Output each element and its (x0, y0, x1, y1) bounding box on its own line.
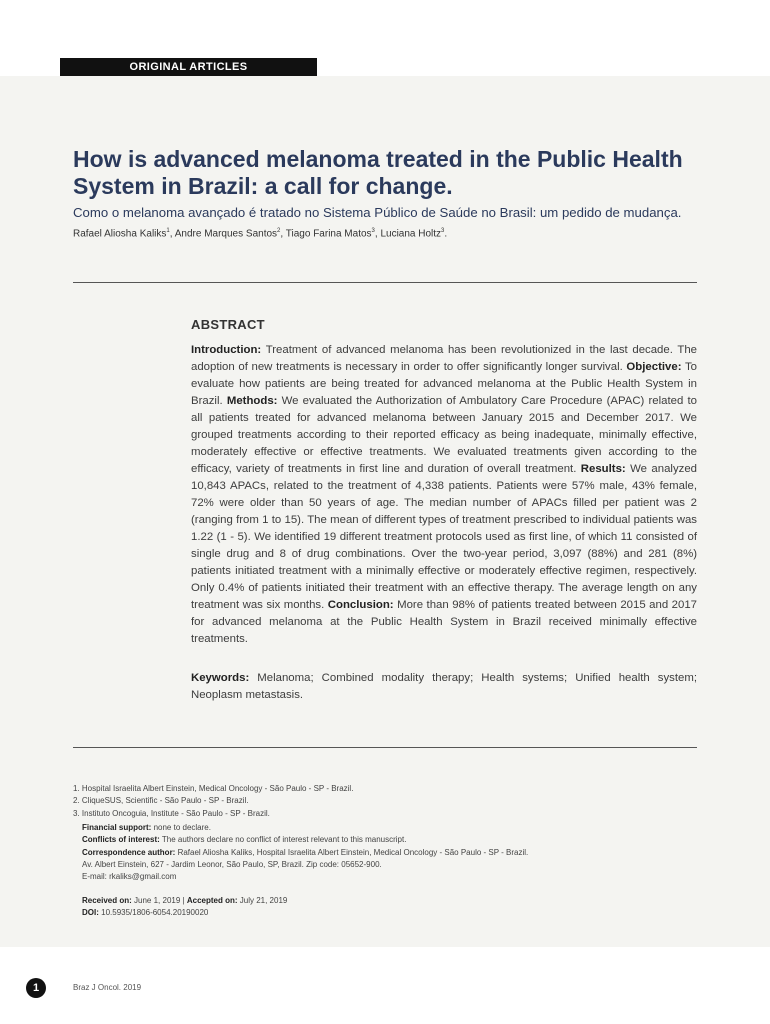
doi-label: DOI: (82, 908, 99, 918)
author-affiliation-mark: 3 (441, 228, 445, 234)
date-separator: | (182, 896, 185, 905)
author-name: Rafael Aliosha Kaliks (73, 228, 167, 240)
intro-text: Treatment of advanced melanoma has been revolutionized in the last decade. The adoption of new treatments is necessary in order to offer significantly longer survival. (191, 344, 697, 373)
article-subtitle-portuguese: Como o melanoma avançado é tratado no Sistema Público de Saúde no Brasil: um pedido de mudança. (73, 205, 682, 220)
accepted-date: July 21, 2019 (239, 896, 288, 905)
divider-bottom (73, 747, 697, 748)
correspondence-author (82, 847, 722, 859)
article-title: How is advanced melanoma treated in the Public Health System in Brazil: a call for change. (73, 146, 683, 199)
abstract-heading: ABSTRACT (191, 317, 265, 332)
keywords-text: Melanoma; Combined modality therapy; Health systems; Unified health system; Neoplasm metastasis. (191, 672, 698, 701)
intro-label: Introduction: (191, 344, 262, 356)
correspondence-text: Rafael Aliosha Kaliks, Hospital Israelita Albert Einstein, Medical Oncology - São Paulo - SP - Brazil. (177, 847, 529, 857)
methods-label: Methods: (226, 395, 278, 407)
results-text: We analyzed 10,843 APACs, related to the treatment of 4,338 patients. Patients were 57% male, 43% female, 72% were older than 50 years of age. The median number of APACs filled per patient was 2 (ranging from 1 to 15). The mean of different types of treatment prescribed to individual patients was 1.22 (1 - 5). We identified 19 different treatment protocols used as first line, of which 11 consisted of single drug and 8 of drug combinations. Over the two-year period, 3,097 (88%) and 281 (8%) patients initiated treatment with a minimally effective or moderately effective regimen, respectively. Only 0.4% of patients initiated their treatment with an effective therapy. The average length on any treatment was six months. (191, 463, 698, 611)
author-affiliation-mark: 3 (371, 228, 375, 234)
correspondence-label: Correspondence author: (82, 847, 176, 857)
abstract-body (191, 342, 697, 648)
objective-label: Objective: (626, 361, 682, 373)
divider-top (73, 282, 697, 283)
financial-support-label: Financial support: (82, 823, 152, 832)
affiliation-item: 2. CliqueSUS, Scientific - São Paulo - SP - Brazil. (73, 796, 249, 806)
received-label: Received on: (82, 896, 132, 905)
journal-citation: Braz J Oncol. 2019 (73, 983, 142, 992)
doi-value[interactable]: 10.5935/1806-6054.20190020 (101, 908, 209, 918)
author-name: Tiago Farina Matos (285, 228, 372, 240)
financial-support-text: none to declare. (153, 823, 211, 832)
keywords-label: Keywords: (191, 672, 250, 684)
correspondence-email: E-mail: rkaliks@gmail.com (82, 872, 177, 882)
author-list: Rafael Aliosha Kaliks$^1$, Andre Marques Santos$^2$, Tiago Farina Matos$^3$, Luciana Holtz$^3$. (73, 228, 448, 240)
author-name: Andre Marques Santos (174, 228, 278, 240)
page-number-badge: 1 (26, 978, 46, 998)
affiliation-item: 1. Hospital Israelita Albert Einstein, Medical Oncology - São Paulo - SP - Brazil. (73, 784, 354, 793)
conclusion-label: Conclusion: (327, 599, 394, 611)
conflicts-label: Conflicts of interest: (82, 835, 160, 845)
accepted-label: Accepted on: (186, 896, 238, 905)
results-label: Results: (580, 463, 626, 475)
conflicts-text: The authors declare no conflict of interest relevant to this manuscript. (161, 835, 407, 845)
conflicts-of-interest (82, 834, 722, 846)
affiliation-item: 3. Instituto Oncoguia, Institute - São Paulo - SP - Brazil. (73, 808, 270, 818)
article-dates (82, 895, 722, 920)
author-affiliation-mark: 2 (277, 228, 281, 234)
objective-text: To evaluate how patients are being treated for advanced melanoma at the Public Health System in Brazil. (191, 361, 697, 407)
doi (82, 907, 722, 919)
financial-support (82, 822, 722, 834)
correspondence-address: Av. Albert Einstein, 627 - Jardim Leonor, São Paulo, SP, Brazil. Zip code: 05652-900. (82, 859, 382, 869)
received-accepted (82, 895, 722, 907)
affiliations (73, 783, 713, 820)
conclusion-text: More than 98% of patients treated between 2015 and 2017 for advanced melanoma at the Public Health System in Brazil received minimally effective treatments. (191, 599, 698, 645)
section-tag: ORIGINAL ARTICLES (60, 58, 317, 76)
author-affiliation-mark: 1 (166, 228, 170, 234)
keywords (191, 670, 697, 704)
received-date: June 1, 2019 (134, 896, 181, 905)
author-notes (82, 822, 722, 883)
author-name: Luciana Holtz (380, 228, 442, 240)
methods-text: We evaluated the Authorization of Ambulatory Care Procedure (APAC) related to all patients treated for advanced melanoma between January 2015 and December 2017. We grouped treatments according to their reported efficacy as being inadequate, minimally effective, moderately effective or effective treatments. We evaluated treatments given according to the efficacy, variety of treatments in first line and duration of overall treatment. (191, 395, 698, 475)
